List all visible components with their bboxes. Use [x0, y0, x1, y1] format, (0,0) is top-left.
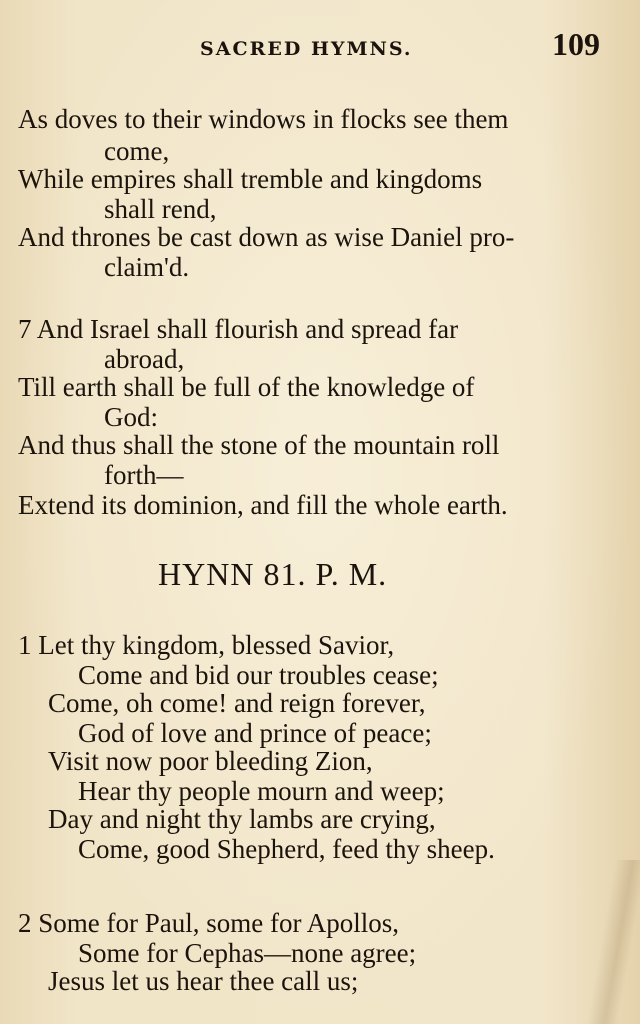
text-line: Come and bid our troubles cease;: [78, 660, 439, 690]
text-line: God:: [104, 402, 158, 432]
text-line: While empires shall tremble and kingdoms: [18, 164, 483, 194]
text-line: forth—: [104, 460, 184, 490]
text-line: And thus shall the stone of the mountain roll: [18, 430, 500, 460]
text-line: As doves to their windows in flocks see them: [18, 104, 509, 134]
text-line: Hear thy people mourn and weep;: [78, 776, 445, 806]
text-line: Come, good Shepherd, feed thy sheep.: [78, 834, 495, 864]
text-line: God of love and prince of peace;: [78, 718, 432, 748]
text-line: claim'd.: [104, 252, 190, 282]
text-line: 7 And Israel shall flourish and spread far: [18, 314, 459, 344]
text-line: Day and night thy lambs are crying,: [48, 804, 436, 834]
text-line: And thrones be cast down as wise Daniel pro-: [18, 222, 515, 252]
text-line: Come, oh come! and reign forever,: [48, 688, 426, 718]
text-line: come,: [104, 136, 170, 166]
text-line: abroad,: [104, 344, 185, 374]
text-line: 2 Some for Paul, some for Apollos,: [18, 908, 399, 938]
page-number: 109: [552, 26, 600, 62]
text-line: Some for Cephas—none agree;: [78, 938, 417, 968]
text-line: Till earth shall be full of the knowledge of: [18, 372, 475, 402]
text-line: shall rend,: [104, 194, 217, 224]
hymn-title: HYNN 81. P. M.: [158, 556, 388, 592]
text-line: 1 Let thy kingdom, blessed Savior,: [18, 630, 395, 660]
text-line: Jesus let us hear thee call us;: [48, 966, 359, 996]
text-line: Extend its dominion, and fill the whole earth.: [18, 490, 508, 520]
running-head: SACRED HYMNS.: [200, 38, 413, 60]
text-line: Visit now poor bleeding Zion,: [48, 746, 373, 776]
page-edge-shadow: [580, 860, 640, 1024]
